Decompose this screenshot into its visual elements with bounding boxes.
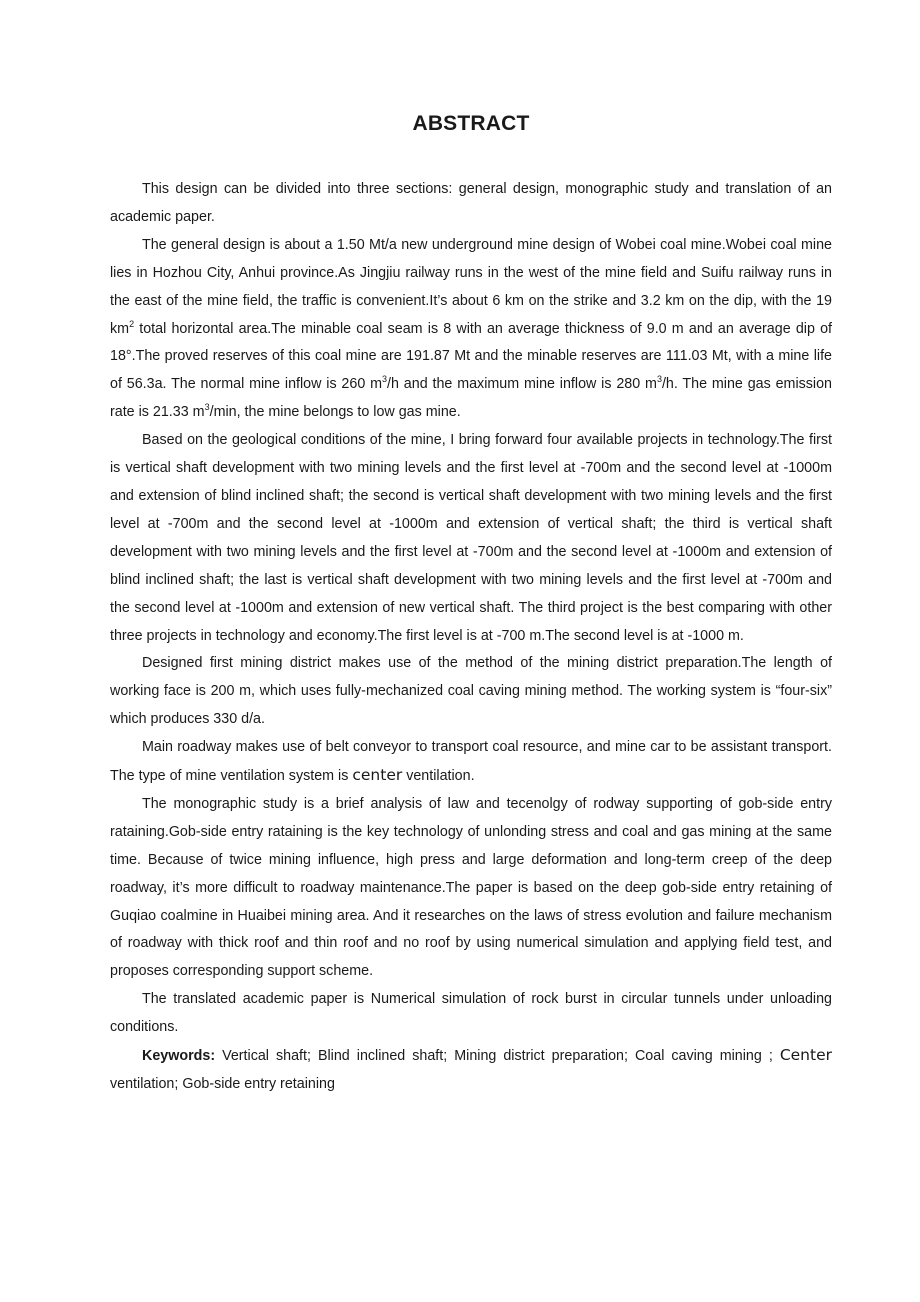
paragraph-monographic-study: The monographic study is a brief analysis of law and tecenolgy of rodway supporting of gob-side entry rataining.Gob-side entry rataining is the key technology of unlonding stress and coal and gas mining at the same time. Because of twice mining influence, high press and large deformation and long-term creep of the deep roadway, it’s more difficult to roadway maintenance.The paper is based on the deep gob-side entry retaining of Guqiao coalmine in Huaibei mining area. And it researches on the laws of stress evolution and failure mechanism of roadway with thick roof and thin roof and no roof by using numerical simulation and applying field test, and proposes corresponding support scheme. — [110, 795, 832, 980]
abstract-page — [110, 100, 832, 1099]
keywords-text-b: ventilation; Gob-side entry retaining — [110, 1076, 335, 1092]
paragraph-mining-district: Designed first mining district makes use of the method of the mining district preparation.The length of working face is 200 m, which uses fully-mechanized coal caving mining method. The working system is “four-six” which produces 330 d/a. — [110, 655, 832, 728]
keywords-text-a: Vertical shaft; Blind inclined shaft; Mining district preparation; Coal caving mining ; — [215, 1048, 780, 1065]
paragraph-roadway — [110, 734, 832, 791]
general-design-text-a: The general design is about a 1.50 Mt/a new underground mine design of Wobei coal mine.Wobei coal mine lies in Hozhou City, Anhui province.As Jingjiu railway runs in the west of the mine field and Suifu railway runs in the east of the mine field, the traffic is convenient.It’s about 6 km on the strike and 3.2 km on the dip, with the 19 km — [110, 236, 832, 337]
roadway-text-a: Main roadway makes use of belt conveyor to transport coal resource, and mine car to be assistant transport. The type of mine ventilation system is — [110, 739, 832, 785]
paragraph-general-design — [110, 232, 832, 427]
paragraph-overview: This design can be divided into three sections: general design, monographic study and translation of an academic paper. — [110, 181, 832, 225]
general-design-text-b: total horizontal area.The minable coal seam is 8 with an average thickness of 9.0 m and an average dip of 18°.The proved reserves of this coal mine are 191.87 Mt and the minable reserves are 111.03 Mt, with a mine life of 56.3a. The normal mine inflow is 260 m — [110, 320, 832, 393]
paragraph-translation: The translated academic paper is Numerical simulation of rock burst in circular tunnels under unloading conditions. — [110, 991, 832, 1036]
superscript-max-inflow: 3 — [656, 374, 662, 385]
paragraph-keywords — [110, 1042, 832, 1099]
general-design-text-e: /min, the mine belongs to low gas mine. — [209, 404, 461, 421]
paragraph-projects: Based on the geological conditions of the mine, I bring forward four available projects in technology.The first is vertical shaft development with two mining levels and the first level at -700m and the second level at -1000m and extension of blind inclined shaft; the second is vertical shaft development with two mining levels and the first level at -700m and the second level at -1000m and extension of vertical shaft; the third is vertical shaft development with two mining levels and the first level at -700m and the second level at -1000m and extension of blind inclined shaft; the last is vertical shaft development with two mining levels and the first level at -700m and the second level at -1000m and extension of new vertical shaft. The third project is the best comparing with other three projects in technology and economy.The first level is at -700 m.The second level is at -1000 m. — [110, 432, 832, 644]
superscript-area: 2 — [129, 318, 135, 329]
superscript-normal-inflow: 3 — [382, 374, 388, 385]
keywords-center-word: Center — [779, 1046, 832, 1065]
superscript-gas-rate: 3 — [204, 402, 210, 413]
general-design-text-d: /h. The mine gas emission rate is 21.33 m — [110, 376, 833, 421]
keywords-label: Keywords: — [142, 1048, 216, 1065]
roadway-text-b: ventilation. — [402, 768, 475, 785]
abstract-title: ABSTRACT — [412, 112, 530, 135]
roadway-center-word: center — [352, 766, 403, 785]
general-design-text-c: /h and the maximum mine inflow is 280 m — [387, 376, 657, 393]
